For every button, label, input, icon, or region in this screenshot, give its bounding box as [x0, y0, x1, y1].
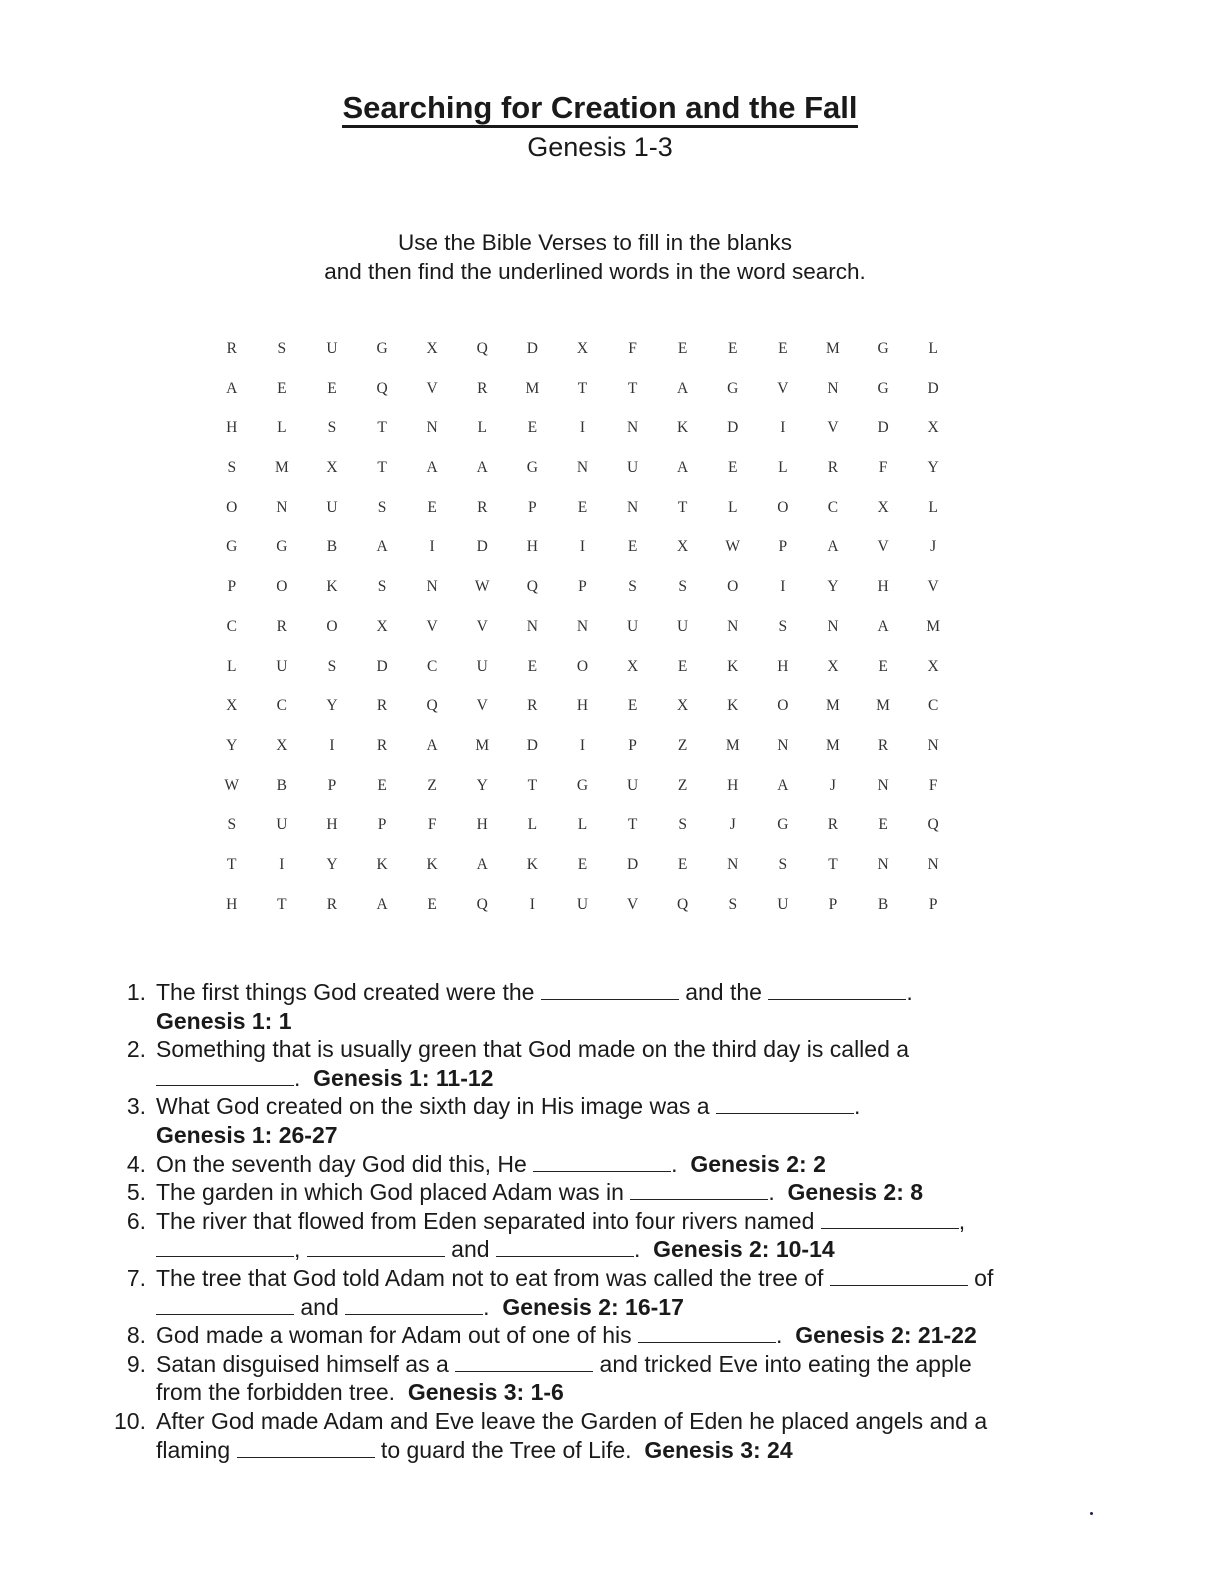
grid-letter[interactable]: E [677, 855, 688, 873]
grid-letter[interactable]: N [927, 736, 940, 754]
grid-letter[interactable]: Y [326, 697, 339, 715]
grid-letter[interactable]: G [576, 776, 589, 794]
answer-blank[interactable] [237, 1439, 375, 1458]
grid-letter[interactable]: A [376, 538, 389, 556]
grid-letter[interactable]: L [277, 419, 288, 437]
grid-letter[interactable]: T [828, 855, 839, 873]
grid-letter[interactable]: R [226, 340, 238, 357]
grid-letter[interactable]: X [576, 340, 589, 357]
grid-letter[interactable]: I [329, 736, 336, 754]
grid-letter[interactable]: P [327, 776, 337, 794]
grid-letter[interactable]: H [576, 697, 589, 715]
grid-letter[interactable]: H [226, 419, 238, 437]
answer-blank[interactable] [768, 981, 906, 1000]
grid-letter[interactable]: X [426, 340, 439, 357]
grid-letter[interactable]: E [277, 379, 288, 397]
grid-letter[interactable]: Q [677, 895, 689, 913]
grid-letter[interactable]: O [326, 617, 339, 635]
grid-letter[interactable]: L [728, 498, 738, 516]
grid-letter[interactable]: D [376, 657, 389, 675]
question-9: 9. Satan disguised himself as a and tricked Eve into eating the apple from the forbidden tree. Genesis 3: 1-6 [126, 1350, 972, 1406]
grid-letter[interactable]: D [526, 736, 539, 754]
grid-letter[interactable]: J [829, 776, 837, 794]
grid-letter[interactable]: U [276, 657, 288, 675]
grid-letter[interactable]: M [876, 697, 891, 715]
grid-letter[interactable]: K [426, 855, 439, 873]
grid-letter[interactable]: A [476, 855, 489, 873]
grid-letter[interactable]: G [727, 379, 739, 397]
answer-blank[interactable] [307, 1238, 445, 1257]
grid-letter[interactable]: P [578, 578, 588, 596]
grid-row [207, 419, 957, 459]
grid-letter[interactable]: G [226, 538, 238, 556]
grid-letter[interactable]: M [274, 459, 290, 477]
grid-letter[interactable]: R [827, 816, 839, 834]
grid-letter[interactable]: R [477, 379, 488, 397]
grid-letter[interactable]: D [476, 538, 489, 556]
grid-letter[interactable]: A [777, 776, 789, 794]
grid-row [207, 618, 957, 658]
grid-letter[interactable]: X [626, 657, 639, 675]
grid-letter[interactable]: E [577, 855, 588, 873]
grid-letter[interactable]: E [327, 379, 338, 397]
grid-letter[interactable]: Z [677, 776, 688, 794]
grid-letter[interactable]: O [727, 578, 739, 596]
grid-letter[interactable]: G [877, 340, 890, 357]
grid-letter[interactable]: S [277, 340, 287, 357]
grid-letter[interactable]: Q [476, 895, 489, 913]
grid-letter[interactable]: S [678, 816, 688, 834]
grid-letter[interactable]: A [426, 459, 439, 477]
question-list [108, 978, 1068, 1464]
grid-letter[interactable]: N [626, 419, 639, 437]
grid-letter[interactable]: L [778, 459, 789, 477]
grid-letter[interactable]: L [577, 816, 588, 834]
answer-blank[interactable] [638, 1324, 776, 1343]
grid-letter[interactable]: A [677, 379, 689, 397]
grid-letter[interactable]: V [777, 379, 789, 397]
grid-letter[interactable]: L [928, 340, 939, 357]
answer-blank[interactable] [716, 1095, 854, 1114]
grid-letter[interactable]: E [527, 419, 538, 437]
grid-letter[interactable]: D [877, 419, 890, 437]
grid-letter[interactable]: I [780, 578, 786, 596]
grid-letter[interactable]: X [877, 498, 890, 516]
grid-letter[interactable]: S [327, 419, 337, 437]
grid-letter[interactable]: M [826, 340, 841, 357]
grid-row [207, 499, 957, 539]
answer-blank[interactable] [156, 1067, 294, 1086]
grid-letter[interactable]: A [376, 895, 389, 913]
grid-letter[interactable]: A [476, 459, 489, 477]
grid-letter[interactable]: P [928, 895, 938, 913]
grid-row [207, 340, 957, 380]
grid-letter[interactable]: D [626, 855, 639, 873]
grid-letter[interactable]: P [377, 816, 387, 834]
grid-letter[interactable]: O [276, 578, 288, 596]
grid-letter[interactable]: N [877, 855, 890, 873]
grid-letter[interactable]: N [727, 855, 739, 873]
grid-row [207, 737, 957, 777]
grid-letter[interactable]: U [276, 816, 288, 834]
grid-letter[interactable]: V [476, 617, 489, 635]
grid-letter[interactable]: C [276, 697, 288, 715]
grid-letter[interactable]: T [377, 459, 388, 477]
grid-letter[interactable]: D [526, 340, 539, 357]
grid-letter[interactable]: I [529, 895, 536, 913]
grid-letter[interactable]: R [827, 459, 839, 477]
grid-letter[interactable]: Q [927, 816, 940, 834]
grid-letter[interactable]: M [926, 617, 941, 635]
grid-letter[interactable]: N [827, 379, 840, 397]
grid-letter[interactable]: L [227, 657, 237, 675]
grid-letter[interactable]: T [377, 419, 388, 437]
question-7: 7. The tree that God told Adam not to eat from was called the tree of of and . Genesis 2: 16-17 [126, 1264, 994, 1320]
grid-letter[interactable]: T [277, 895, 288, 913]
grid-letter[interactable]: M [525, 379, 540, 397]
grid-letter[interactable]: V [827, 419, 840, 437]
word-search-grid [207, 340, 957, 935]
grid-letter[interactable]: E [728, 459, 738, 477]
answer-blank[interactable] [830, 1267, 968, 1286]
grid-letter[interactable]: F [427, 816, 437, 834]
grid-letter[interactable]: C [226, 617, 238, 635]
grid-letter[interactable]: E [778, 340, 789, 357]
grid-row [207, 816, 957, 856]
grid-letter[interactable]: X [927, 657, 940, 675]
grid-letter[interactable]: A [426, 736, 439, 754]
grid-letter[interactable]: P [628, 736, 638, 754]
answer-blank[interactable] [533, 1153, 671, 1172]
grid-letter[interactable]: P [528, 498, 538, 516]
grid-letter[interactable]: V [877, 538, 890, 556]
grid-letter[interactable]: N [827, 617, 840, 635]
instructions-line-2: and then find the underlined words in the word search. [324, 259, 866, 284]
grid-letter[interactable]: X [376, 617, 389, 635]
grid-letter[interactable]: A [827, 538, 840, 556]
grid-letter[interactable]: A [226, 379, 238, 397]
answer-blank[interactable] [156, 1296, 294, 1315]
grid-letter[interactable]: O [777, 697, 789, 715]
grid-letter[interactable]: Y [927, 459, 940, 477]
grid-letter[interactable]: K [727, 657, 739, 675]
grid-letter[interactable]: T [527, 776, 538, 794]
grid-letter[interactable]: T [627, 379, 638, 397]
grid-letter[interactable]: Q [376, 379, 389, 397]
grid-letter[interactable]: M [725, 736, 741, 754]
grid-letter[interactable]: E [878, 816, 889, 834]
grid-letter[interactable]: P [778, 538, 788, 556]
grid-letter[interactable]: M [475, 736, 490, 754]
grid-letter[interactable]: O [576, 657, 589, 675]
grid-letter[interactable]: U [626, 459, 639, 477]
grid-row [207, 856, 957, 896]
grid-letter[interactable]: B [877, 895, 889, 913]
grid-letter[interactable]: C [927, 697, 939, 715]
verse-reference: Genesis 3: 1-6 [407, 1379, 564, 1406]
grid-letter[interactable]: S [227, 459, 237, 477]
answer-blank[interactable] [345, 1296, 483, 1315]
verse-reference: Genesis 2: 8 [787, 1179, 924, 1206]
grid-letter[interactable]: Z [677, 736, 688, 754]
grid-letter[interactable]: E [878, 657, 889, 675]
grid-letter[interactable]: R [376, 736, 388, 754]
verse-reference: Genesis 3: 24 [644, 1436, 793, 1463]
grid-letter[interactable]: E [577, 498, 588, 516]
grid-letter[interactable]: X [677, 538, 689, 556]
grid-letter[interactable]: C [426, 657, 438, 675]
grid-letter[interactable]: E [627, 697, 638, 715]
grid-letter[interactable]: H [777, 657, 789, 675]
grid-letter[interactable]: E [527, 657, 538, 675]
verse-reference: Genesis 1: 11-12 [313, 1064, 494, 1091]
grid-row [207, 658, 957, 698]
grid-letter[interactable]: F [628, 340, 638, 357]
question-5: 5. The garden in which God placed Adam was in . Genesis 2: 8 [126, 1179, 924, 1206]
grid-letter[interactable]: R [527, 697, 539, 715]
grid-row [207, 578, 957, 618]
grid-letter[interactable]: M [826, 697, 841, 715]
grid-row [207, 697, 957, 737]
grid-letter[interactable]: N [576, 617, 589, 635]
grid-letter[interactable]: N [426, 419, 439, 437]
grid-row [207, 459, 957, 499]
grid-letter[interactable]: K [376, 855, 389, 873]
answer-blank[interactable] [541, 981, 679, 1000]
grid-letter[interactable]: I [429, 538, 436, 556]
grid-letter[interactable]: N [777, 736, 789, 754]
grid-letter[interactable]: D [727, 419, 739, 437]
grid-letter[interactable]: R [877, 736, 889, 754]
grid-letter[interactable]: S [227, 816, 237, 834]
grid-letter[interactable]: L [928, 498, 939, 516]
grid-letter[interactable]: X [677, 697, 689, 715]
grid-letter[interactable]: N [576, 459, 589, 477]
grid-letter[interactable]: E [427, 498, 438, 516]
grid-letter[interactable]: B [326, 538, 338, 556]
grid-letter[interactable]: R [477, 498, 488, 516]
grid-row [207, 777, 957, 817]
grid-letter[interactable]: O [777, 498, 789, 516]
grid-letter[interactable]: B [276, 776, 288, 794]
verse-reference: Genesis 2: 2 [690, 1150, 826, 1177]
grid-letter[interactable]: N [426, 578, 439, 596]
grid-letter[interactable]: U [326, 340, 339, 357]
grid-letter[interactable]: P [227, 578, 237, 596]
question-3: 3. What God created on the sixth day in His image was a . Genesis 1: 26-27 [108, 1092, 1068, 1149]
answer-blank[interactable] [455, 1353, 593, 1372]
grid-letter[interactable]: A [877, 617, 890, 635]
grid-letter[interactable]: I [579, 538, 586, 556]
grid-letter[interactable]: V [426, 379, 439, 397]
grid-letter[interactable]: V [626, 895, 639, 913]
grid-letter[interactable]: R [376, 697, 388, 715]
grid-letter[interactable]: T [577, 379, 588, 397]
grid-row [207, 538, 957, 578]
scan-speck [1090, 1512, 1093, 1515]
grid-row [207, 896, 957, 936]
grid-letter[interactable]: O [226, 498, 238, 516]
grid-letter[interactable]: Q [526, 578, 539, 596]
grid-letter[interactable]: H [727, 776, 739, 794]
grid-letter[interactable]: J [930, 538, 937, 556]
grid-letter[interactable]: N [927, 855, 940, 873]
grid-letter[interactable]: S [377, 578, 387, 596]
grid-letter[interactable]: L [477, 419, 488, 437]
grid-letter[interactable]: F [928, 776, 938, 794]
grid-letter[interactable]: U [677, 617, 689, 635]
grid-letter[interactable]: Y [326, 855, 339, 873]
grid-letter[interactable]: X [326, 459, 339, 477]
page-title: Searching for Creation and the Fall [0, 88, 1200, 128]
grid-letter[interactable]: N [626, 498, 639, 516]
grid-letter[interactable]: K [727, 697, 739, 715]
grid-letter[interactable]: J [729, 816, 737, 834]
question-8: 8. God made a woman for Adam out of one of his . Genesis 2: 21-22 [126, 1322, 977, 1349]
verse-reference: Genesis 2: 21-22 [795, 1322, 977, 1349]
grid-letter[interactable]: C [827, 498, 839, 516]
grid-letter[interactable]: S [778, 617, 788, 635]
grid-letter[interactable]: H [526, 538, 539, 556]
grid-row [207, 380, 957, 420]
grid-letter[interactable]: H [326, 816, 339, 834]
grid-letter[interactable]: S [778, 855, 788, 873]
grid-letter[interactable]: G [777, 816, 789, 834]
grid-letter[interactable]: N [276, 498, 288, 516]
grid-letter[interactable]: K [677, 419, 689, 437]
verse-reference: Genesis 2: 16-17 [502, 1293, 684, 1320]
grid-letter[interactable]: D [927, 379, 940, 397]
grid-letter[interactable]: G [276, 538, 288, 556]
grid-letter[interactable]: E [728, 340, 738, 357]
grid-letter[interactable]: I [579, 419, 586, 437]
grid-letter[interactable]: X [226, 697, 238, 715]
grid-letter[interactable]: E [677, 340, 688, 357]
grid-letter[interactable]: S [678, 578, 688, 596]
grid-letter[interactable]: T [227, 855, 237, 873]
grid-letter[interactable]: X [927, 419, 940, 437]
grid-letter[interactable]: W [725, 538, 741, 556]
question-10: 10. After God made Adam and Eve leave the Garden of Eden he placed angels and a flaming to guard the Tree of Life. Genesis 3: 24 [114, 1407, 988, 1463]
verse-reference: Genesis 2: 10-14 [653, 1236, 835, 1263]
grid-letter[interactable]: A [677, 459, 689, 477]
grid-letter[interactable]: U [626, 776, 639, 794]
grid-letter[interactable]: Y [226, 736, 238, 754]
grid-letter[interactable]: Z [427, 776, 438, 794]
grid-letter[interactable]: N [727, 617, 739, 635]
grid-letter[interactable]: E [427, 895, 438, 913]
grid-letter[interactable]: K [326, 578, 339, 596]
grid-letter[interactable]: E [627, 538, 638, 556]
grid-letter[interactable]: V [476, 697, 489, 715]
grid-letter[interactable]: I [279, 855, 285, 873]
grid-letter[interactable]: S [728, 895, 738, 913]
answer-blank[interactable] [156, 1238, 294, 1257]
grid-letter[interactable]: T [677, 498, 688, 516]
grid-letter[interactable]: G [877, 379, 890, 397]
grid-letter[interactable]: X [827, 657, 840, 675]
grid-letter[interactable]: I [780, 419, 786, 437]
grid-letter[interactable]: S [327, 657, 337, 675]
grid-letter[interactable]: I [579, 736, 586, 754]
grid-letter[interactable]: U [777, 895, 789, 913]
answer-blank[interactable] [496, 1238, 634, 1257]
grid-letter[interactable]: S [628, 578, 638, 596]
grid-letter[interactable]: W [474, 578, 491, 596]
question-6: 6. The river that flowed from Eden separated into four rivers named , , and . Genesis 2: 10-14 [126, 1207, 966, 1263]
grid-letter[interactable]: P [828, 895, 838, 913]
question-1: 1. The first things God created were the and the . Genesis 1: 1 [108, 978, 1068, 1035]
instructions-line-1: Use the Bible Verses to fill in the blanks [398, 230, 792, 255]
grid-letter[interactable]: M [826, 736, 841, 754]
grid-letter[interactable]: U [626, 617, 639, 635]
grid-letter[interactable]: H [476, 816, 489, 834]
grid-letter[interactable]: L [527, 816, 538, 834]
grid-letter[interactable]: X [276, 736, 288, 754]
grid-letter[interactable]: E [677, 657, 688, 675]
grid-letter[interactable]: Y [827, 578, 840, 596]
question-4: 4. On the seventh day God did this, He . Genesis 2: 2 [126, 1150, 826, 1177]
grid-letter[interactable]: U [326, 498, 339, 516]
grid-letter[interactable]: V [927, 578, 940, 596]
grid-letter[interactable]: H [877, 578, 890, 596]
grid-letter[interactable]: R [326, 895, 338, 913]
grid-letter[interactable]: W [224, 776, 240, 794]
grid-letter[interactable]: N [526, 617, 539, 635]
verse-reference: Genesis 1: 1 [156, 1007, 292, 1034]
grid-letter[interactable]: G [526, 459, 539, 477]
grid-letter[interactable]: K [526, 855, 539, 873]
grid-letter[interactable]: Q [476, 340, 489, 357]
grid-letter[interactable]: G [376, 340, 389, 357]
page-subtitle: Genesis 1-3 [527, 132, 673, 162]
grid-letter[interactable]: U [476, 657, 489, 675]
grid-letter[interactable]: T [627, 816, 638, 834]
grid-letter[interactable]: U [576, 895, 589, 913]
grid-letter[interactable]: V [426, 617, 439, 635]
grid-letter[interactable]: F [878, 459, 888, 477]
grid-letter[interactable]: E [377, 776, 388, 794]
grid-letter[interactable]: H [226, 895, 238, 913]
answer-blank[interactable] [821, 1210, 959, 1229]
answer-blank[interactable] [630, 1181, 768, 1200]
question-2: 2. Something that is usually green that God made on the third day is called a . Genesis 1: 11-12 [126, 1036, 910, 1091]
grid-letter[interactable]: R [276, 617, 288, 635]
grid-letter[interactable]: S [377, 498, 387, 516]
grid-letter[interactable]: N [877, 776, 890, 794]
verse-reference: Genesis 1: 26-27 [156, 1121, 338, 1148]
grid-letter[interactable]: Q [426, 697, 439, 715]
grid-letter[interactable]: Y [476, 776, 489, 794]
